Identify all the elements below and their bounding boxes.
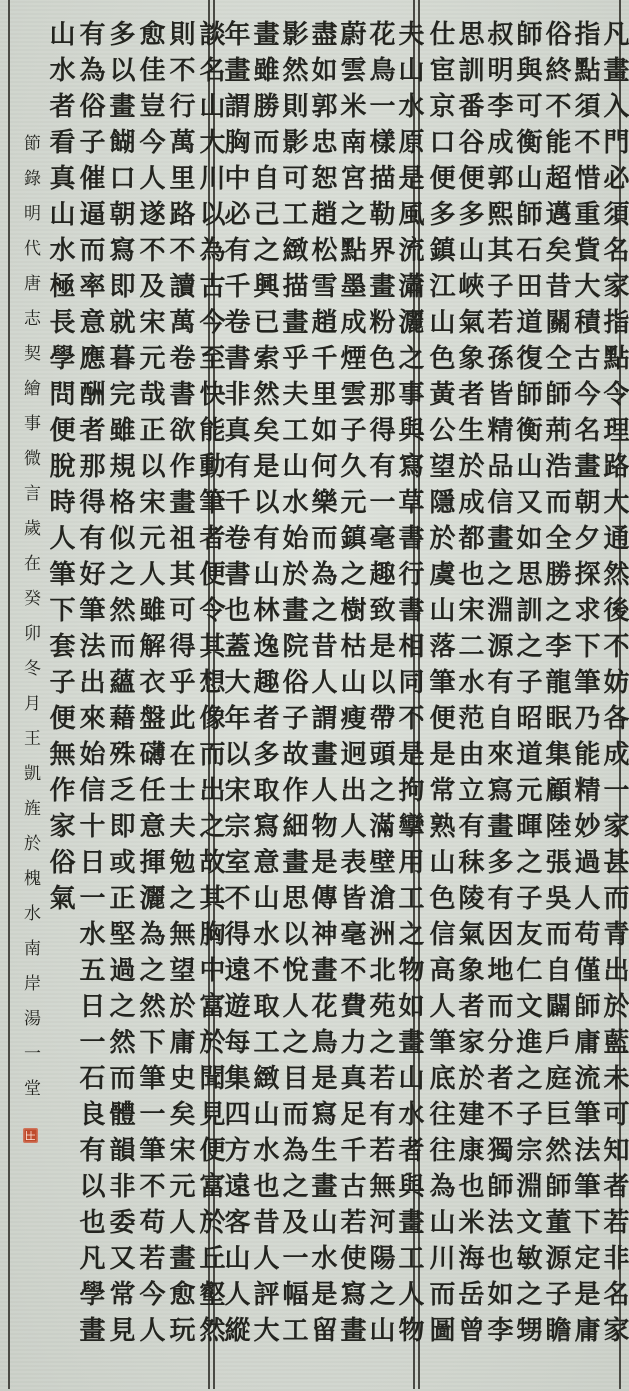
calligraphy-column: 有為俗子催逼而率意應酬者那得有好筆法出來始信十日一水五日一石良有以也凡學畫	[75, 20, 105, 1352]
calligraphy-column: 夫山水原是風流瀟灑之事與寫草書行書相同不是拘攣用工之物如畫山水者與畫工人物	[394, 20, 424, 1352]
calligraphy-column: 仕宦京口便多鎮江山色黃公望隱於虞山落筆便是常熟山色信高人筆底往往為山川而圖	[425, 20, 455, 1352]
panel-middle	[213, 0, 424, 1389]
calligraphy-column: 指點須不惜重貲大積古今名畫朝夕探求下筆乃能精妙過人苟僅師庸流筆法筆下定是庸	[570, 20, 600, 1352]
calligraphy-column: 畫雖勝而自己之興已索然矣是以有山林逸趣者多取寫意山水不取工緻山水也昔人評大	[249, 20, 279, 1352]
calligraphy-column: 俗終不能超邁矣昔關仝師荊浩而全勝之李龍眠集顧陸張吳而自闢戶庭巨然師董源子瞻	[541, 20, 571, 1352]
panel-left-columns	[10, 0, 230, 1389]
calligraphy-column: 師與可衡山師石田道復師衡山又如思訓之子昭道元暉之子友仁文進之子宗淵文敏之甥	[512, 20, 542, 1352]
panel-right-columns	[420, 0, 629, 1389]
calligraphy-column: 盡如郭忠恕趙松雪趙千里如何樂而為之昔人謂畫人物是傳神畫花鳥是寫生畫山水是留	[307, 20, 337, 1352]
calligraphy-column: 叔明李成郭熙其子若孫皆精品信畫之淵源有自來寫畫多有因地而分者不獨師法也如李	[483, 20, 513, 1352]
calligraphy-column: 影然則影可工緻描畫乎夫工山水始於畫院俗子故作細畫思以悅人之目而為之及一幅工	[278, 20, 308, 1352]
panel-middle-columns	[215, 0, 428, 1389]
colophon-column	[15, 20, 45, 1383]
calligraphy-column: 多以畫餬口朝寫即就暮完雖規格似之然而蘊藉殊乏即或正堅過之然而體韻非委又常見	[105, 20, 135, 1352]
calligraphy-column: 愈佳豈今人遂不及宋元哉正以宋元人雖解衣盤礴任意揮灑為之然下筆一筆不苟若今人	[135, 20, 165, 1352]
panel-left	[8, 0, 225, 1389]
calligraphy-column: 蔚雲米南宮之點墨成煙雲子久元鎮之樹枯山瘦迥出人表皆毫不費力真足千古若使寫畫	[336, 20, 366, 1352]
calligraphy-column: 山水者看真山水極長學問便脫時人筆下套子便無作家俗氣	[45, 20, 75, 920]
calligraphy-column: 凡畫入門必須名家指點令理路大通然後不妨各成一家甚而青出於藍未可知者若非名家	[599, 20, 629, 1352]
artist-seal	[23, 1128, 38, 1143]
calligraphy-column: 則不行萬里路不讀萬卷書欲作畫祖其可得乎此在士夫勉之無望於庸史矣宋元人畫愈玩	[165, 20, 195, 1352]
calligraphy-column: 年畫謂胸中必有千卷書非真有千卷書也蓋大年以宋宗室不得遠遊每集四方遠客山人縱	[220, 20, 250, 1352]
calligraphy-column: 思訓番谷便多山峽氣象者生於成都也宋二水范由立有秣陵氣象者家於建康也米海岳曾	[454, 20, 484, 1352]
panel-right	[418, 0, 629, 1389]
colophon-text: 節錄明代唐志契繪事微言歲在癸卯冬月王凱旌於槐水南岸湯一堂	[20, 134, 40, 1114]
calligraphy-column: 花鳥一樣描勒界畫粉色那得有一毫趣致是以帶頭之滿壁滄洲北苑之若有若無河陽之山	[365, 20, 395, 1352]
calligraphy-column: 談名山大川以為古今至快能動筆者便令其想像而出之故其胸中富於聞見便富於丘壑然	[195, 20, 225, 1352]
